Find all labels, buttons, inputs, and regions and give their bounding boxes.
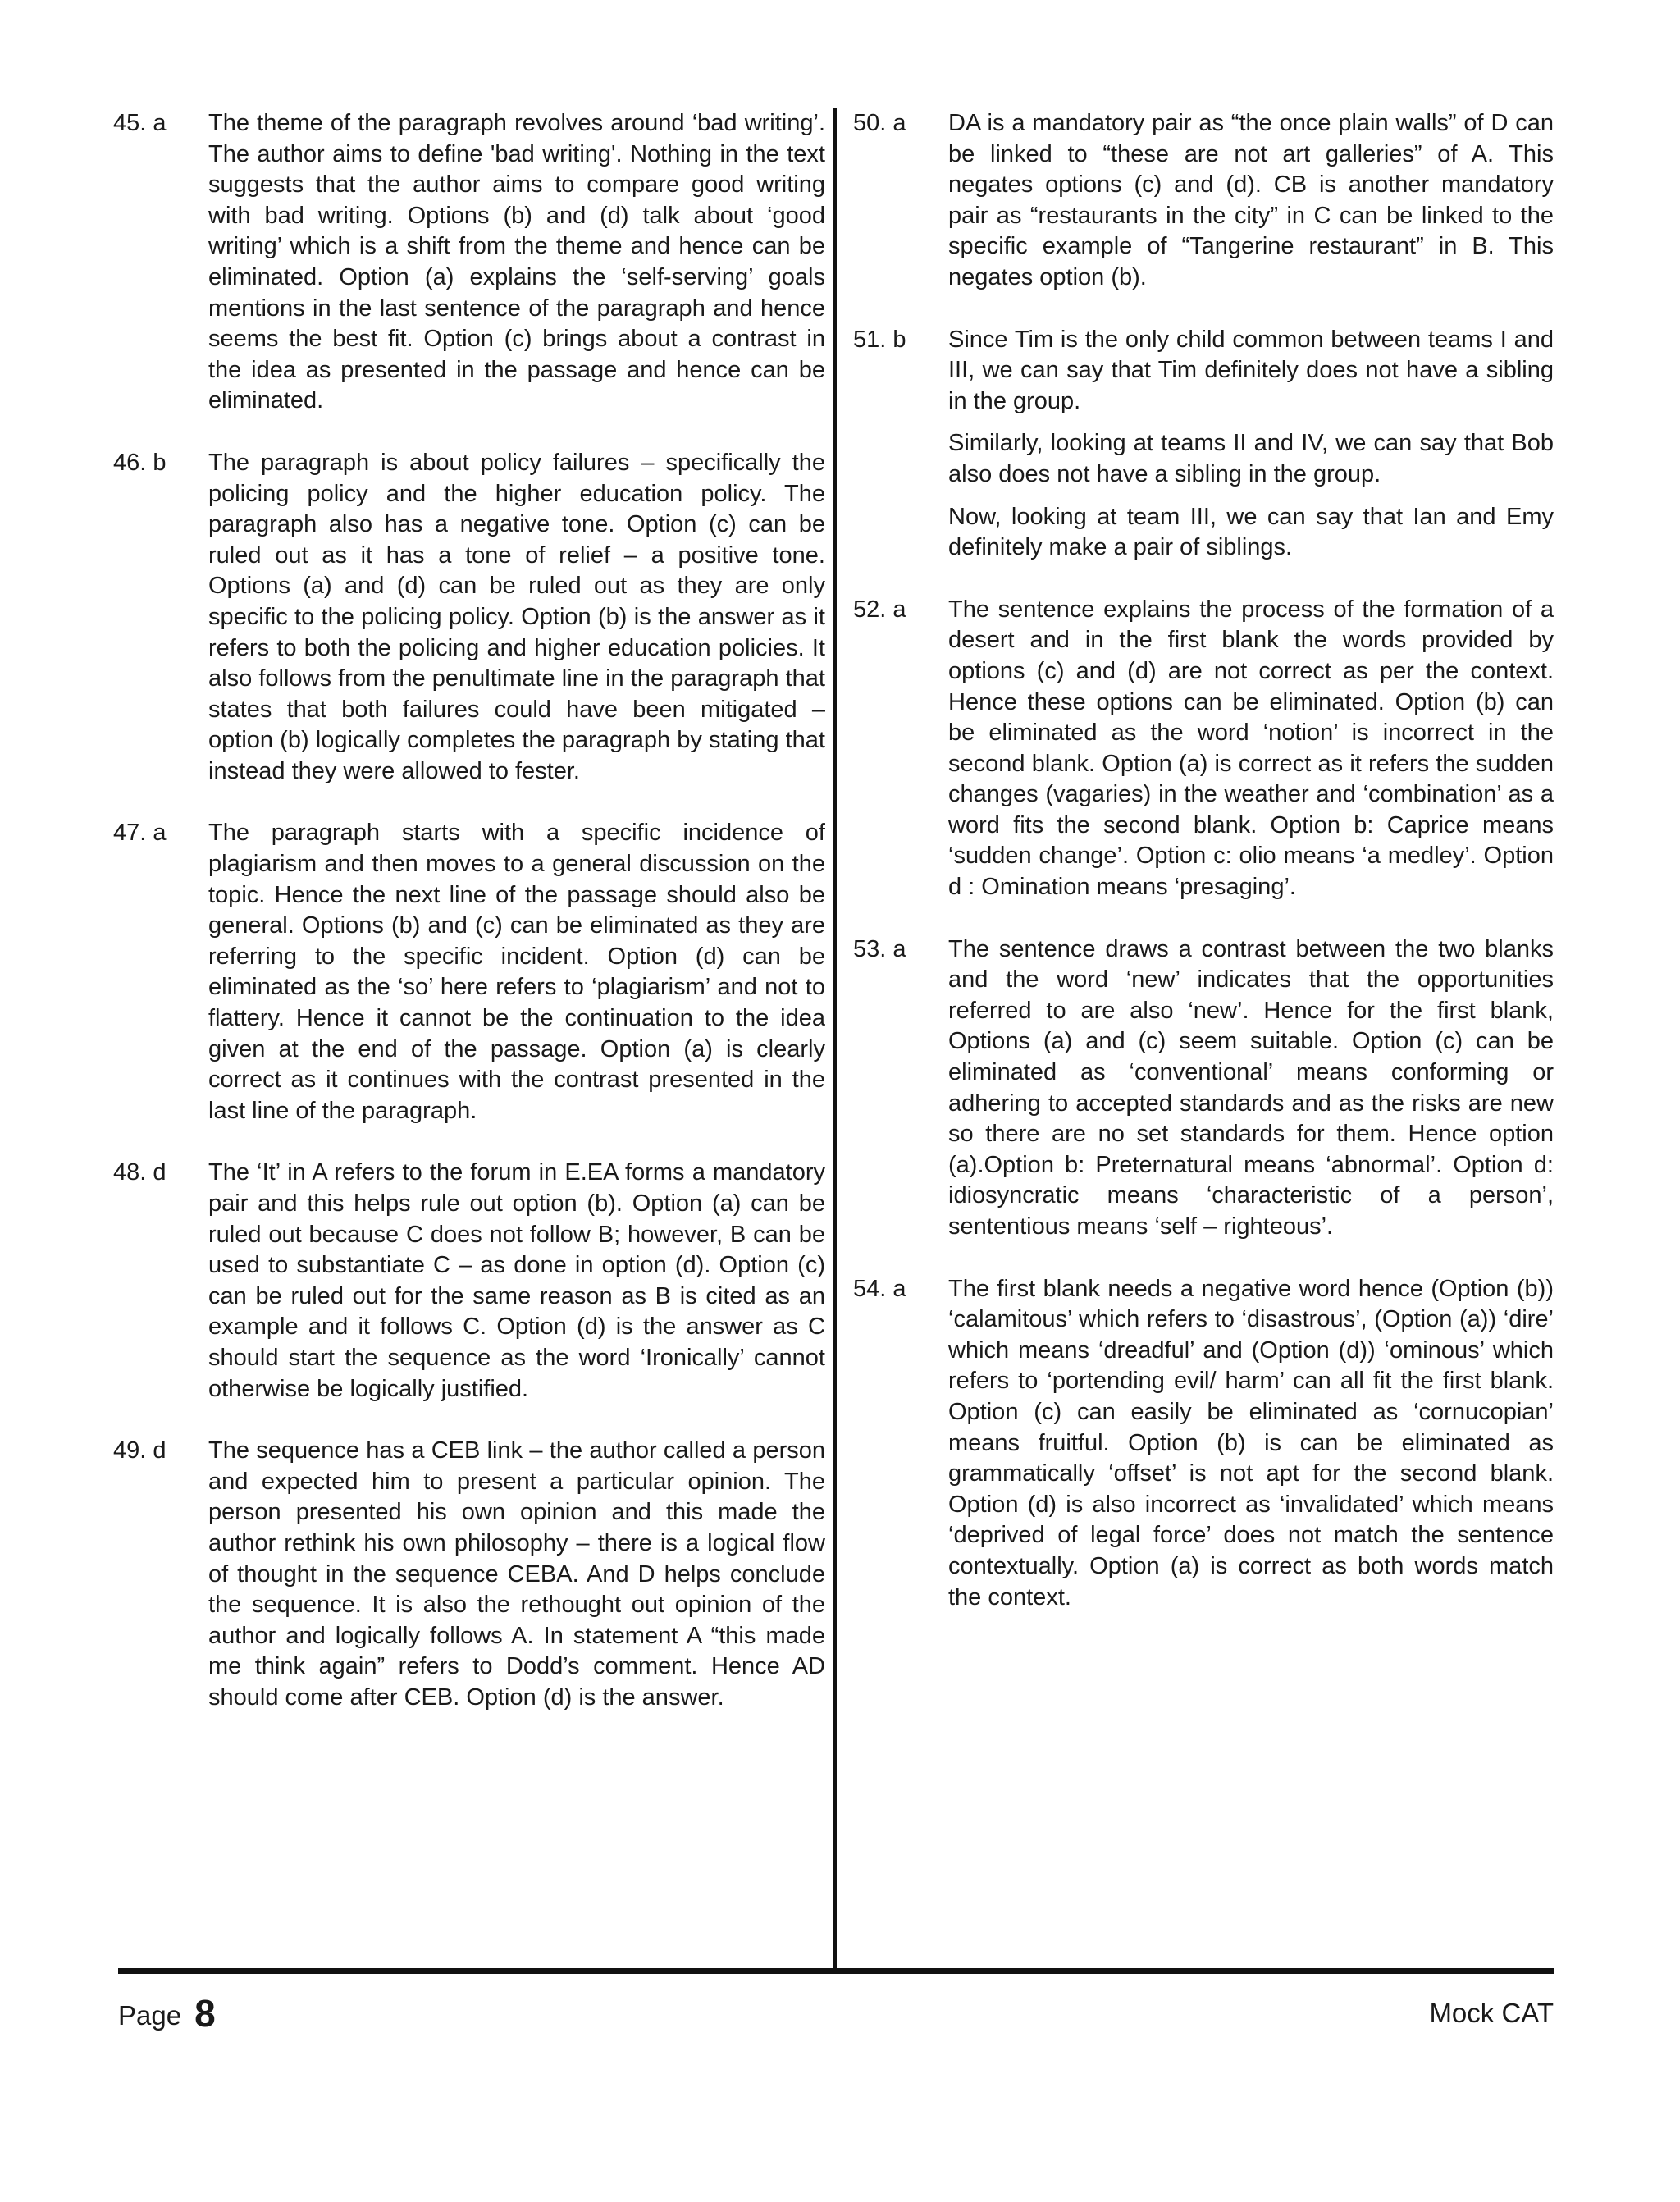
explanation-paragraph: The sentence draws a contrast between the two blanks and the word ‘new’ indicates that the opportunities referred to are also ‘new’. Hence for the first blank, Options (a) and (c) seem suitable. Option (c) can be eliminated as ‘conventional’ means conforming or adhering to accepted standards and as the risks are new so there are no set standards for them. Hence option (a).Option b: Preternatural means ‘abnormal’. Option d: idiosyncratic means ‘characteristic of a person’, sententious means ‘self – righteous’. [948, 935, 1554, 1240]
explanation-paragraph: The theme of the paragraph revolves around ‘bad writing’. The author aims to define 'bad writing'. Nothing in the text suggests that the author aims to compare good writing with bad writing. Options (b) and (d) talk about ‘good writing’ which is a shift from the theme and hence can be eliminated. Option (a) explains the ‘self-serving’ goals mentions in the last sentence of the paragraph and hence seems the best fit. Option (c) brings about a contrast in the idea as presented in the passage and hence can be eliminated. [208, 110, 825, 414]
footer-rule [118, 1968, 1554, 1974]
answer-entry-53 [853, 934, 1554, 1243]
answer-explanation [948, 595, 1554, 903]
answer-number: 45. a [113, 110, 167, 136]
explanation-paragraph: The paragraph is about policy failures – specifically the policing policy and the higher education policy. The paragraph also has a negative tone. Option (c) can be ruled out as it has a tone of relief – a positive tone. Options (a) and (d) can be ruled out as they are only specific to the policing policy. Option (b) is the answer as it refers to both the policing and higher education policies. It also follows from the penultimate line in the paragraph that states that both failures could have been mitigated – option (b) logically completes the paragraph by stating that instead they were allowed to fester. [208, 449, 825, 784]
answer-entry-46 [113, 448, 825, 788]
left-column [113, 108, 825, 1745]
answer-explanation [948, 108, 1554, 294]
answer-explanation [208, 108, 825, 417]
page-footer [118, 1992, 216, 2035]
answer-explanation [208, 1158, 825, 1405]
answer-explanation [208, 448, 825, 788]
answer-number: 50. a [853, 110, 906, 136]
answer-explanation [948, 934, 1554, 1243]
answer-entry-54 [853, 1274, 1554, 1614]
footer-title: Mock CAT [1429, 1998, 1554, 2028]
answer-number: 46. b [113, 449, 167, 476]
explanation-paragraph: Now, looking at team III, we can say that Ian and Emy definitely make a pair of siblings. [948, 503, 1554, 561]
answer-explanation [208, 818, 825, 1126]
column-divider [833, 108, 837, 1969]
answer-entry-52 [853, 595, 1554, 903]
page-label: Page [118, 2000, 182, 2031]
explanation-paragraph: Since Tim is the only child common between teams I and III, we can say that Tim definitely does not have a sibling in the group. [948, 326, 1554, 414]
answer-number: 54. a [853, 1275, 906, 1302]
explanation-paragraph: Similarly, looking at teams II and IV, we can say that Bob also does not have a sibling in the group. [948, 430, 1554, 487]
answer-number: 51. b [853, 326, 906, 353]
answer-number: 52. a [853, 596, 906, 623]
answer-entry-50 [853, 108, 1554, 294]
answer-explanation [948, 325, 1554, 564]
answer-entry-45 [113, 108, 825, 417]
answer-entry-48 [113, 1158, 825, 1405]
explanation-paragraph: The sequence has a CEB link – the author called a person and expected him to present a particular opinion. The person presented his own opinion and this made the author rethink his own philosophy – there is a logical flow of thought in the sequence CEBA. And D helps conclude the sequence. It is also the rethought out opinion of the author and logically follows A. In statement A “this made me think again” refers to Dodd’s comment. Hence AD should come after CEB. Option (d) is the answer. [208, 1437, 825, 1711]
explanation-paragraph: The ‘It’ in A refers to the forum in E.EA forms a mandatory pair and this helps rule out option (b). Option (a) can be ruled out because C does not follow B; however, B can be used to substantiate C – as done in option (d). Option (c) can be ruled out for the same reason as B is cited as an example and it follows C. Option (d) is the answer as C should start the sequence as the word ‘Ironically’ cannot otherwise be logically justified. [208, 1159, 825, 1402]
explanation-paragraph: The sentence explains the process of the formation of a desert and in the first blank the words provided by options (c) and (d) are not correct as per the context. Hence these options can be eliminated. Option (b) can be eliminated as the word ‘notion’ is incorrect in the second blank. Option (a) is correct as it refers the sudden changes (vagaries) in the weather and ‘combination’ as a word fits the second blank. Option b: Caprice means ‘sudden change’. Option c: olio means ‘a medley’. Option d : Omination means ‘presaging’. [948, 596, 1554, 901]
answer-entry-49 [113, 1436, 825, 1713]
right-column [853, 108, 1554, 1644]
answer-number: 49. d [113, 1437, 167, 1464]
explanation-paragraph: The first blank needs a negative word hence (Option (b)) ‘calamitous’ which refers to ‘disastrous’, (Option (a)) ‘dire’ which means ‘dreadful’ and (Option (d)) ‘ominous’ which refers to ‘portending evil/ harm’ can all fit the first blank. Option (c) can easily be eliminated as ‘cornucopian’ means fruitful. Option (b) is can be eliminated as grammatically ‘offset’ is not apt for the second blank. Option (d) is also incorrect as ‘invalidated’ which means ‘deprived of legal force’ does not match the sentence contextually. Option (a) is correct as both words match the context. [948, 1275, 1554, 1610]
page-number: 8 [194, 1992, 216, 2035]
answer-explanation [948, 1274, 1554, 1614]
answer-entry-51 [853, 325, 1554, 564]
explanation-paragraph: The paragraph starts with a specific incidence of plagiarism and then moves to a general discussion on the topic. Hence the next line of the passage should also be general. Options (b) and (c) can be eliminated as they are referring to the specific incident. Option (d) can be eliminated as the ‘so’ here refers to ‘plagiarism’ and not to flattery. Hence it cannot be the continuation to the idea given at the end of the passage. Option (a) is clearly correct as it continues with the contrast presented in the last line of the paragraph. [208, 820, 825, 1124]
answer-number: 48. d [113, 1159, 167, 1186]
answer-number: 53. a [853, 935, 906, 962]
explanation-paragraph: DA is a mandatory pair as “the once plain walls” of D can be linked to “these are not art galleries” of A. This negates options (c) and (d). CB is another mandatory pair as “restaurants in the city” in C can be linked to the specific example of “Tangerine restaurant” in B. This negates option (b). [948, 110, 1554, 290]
answer-entry-47 [113, 818, 825, 1126]
answer-number: 47. a [113, 820, 167, 847]
answer-explanation [208, 1436, 825, 1713]
